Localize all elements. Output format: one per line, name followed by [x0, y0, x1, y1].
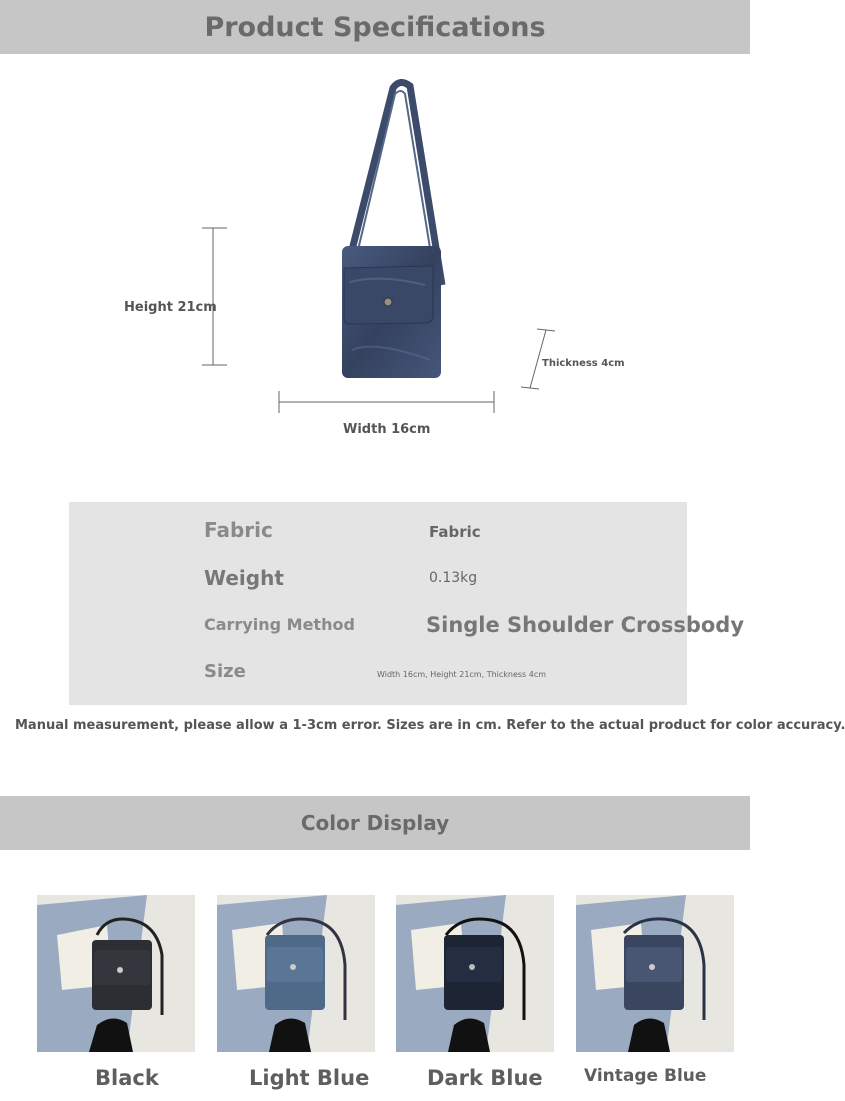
page-title: Product Specifications [204, 11, 546, 43]
color-photo-black[interactable] [37, 895, 195, 1052]
bag-illustration [0, 60, 750, 480]
spec-table [69, 502, 745, 705]
color-photo-dark-blue[interactable] [396, 895, 554, 1052]
color-display-banner [0, 796, 750, 850]
spec-value-carrying: Single Shoulder Crossbody [426, 613, 745, 637]
color-name-dark-blue: Dark Blue [427, 1066, 543, 1090]
spec-key-fabric: Fabric [204, 518, 273, 542]
spec-value-weight: 0.13kg [429, 570, 478, 586]
measurement-note: Manual measurement, please allow a 1-3cm error. Sizes are in cm. Refer to the actual product for color accuracy. [15, 718, 845, 733]
spec-key-weight: Weight [204, 566, 284, 590]
color-photo-light-blue[interactable] [217, 895, 375, 1052]
spec-key-carrying: Carrying Method [204, 615, 355, 634]
color-photo-vintage-blue[interactable] [576, 895, 734, 1052]
color-name-vintage-blue: Vintage Blue [584, 1066, 707, 1086]
spec-key-size: Size [204, 661, 246, 682]
bag-dimension-figure [0, 60, 750, 480]
color-name-black: Black [95, 1066, 159, 1090]
spec-value-fabric: Fabric [429, 523, 481, 541]
spec-value-size: Width 16cm, Height 21cm, Thickness 4cm [377, 670, 547, 679]
thickness-label: Thickness 4cm [542, 358, 625, 369]
color-display-title: Color Display [300, 811, 450, 835]
height-label: Height 21cm [124, 300, 217, 315]
color-name-light-blue: Light Blue [249, 1066, 370, 1090]
width-label: Width 16cm [343, 422, 431, 437]
spec-banner [0, 0, 750, 54]
